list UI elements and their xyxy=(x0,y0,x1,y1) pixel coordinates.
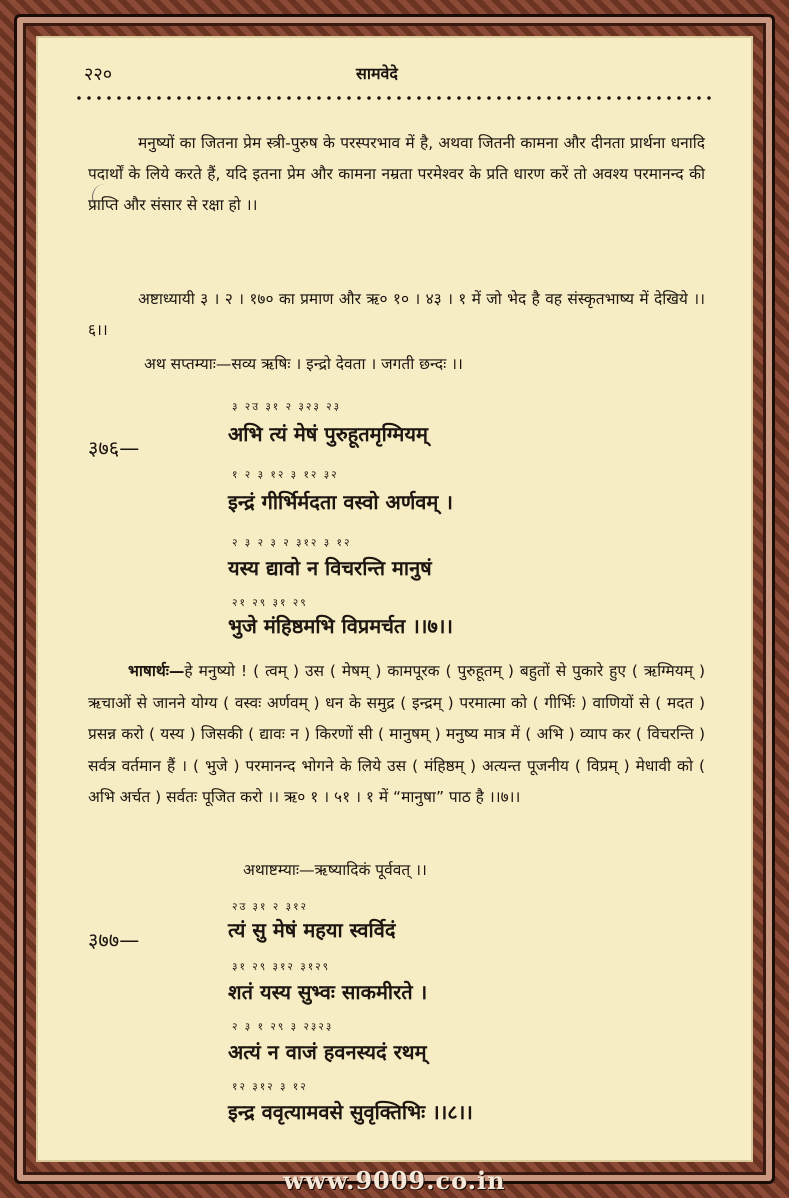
bhavartha-text: हे मनुष्यो ! ( त्वम् ) उस ( मेषम् ) कामपूरक ( पुरुहूतम् ) बहुतों से पुकारे हुए ( ऋग्मियम् ) ऋचाओं से जानने योग्य ( वस्वः अर्णवम् ) धन के समुद्र ( इन्द्रम् ) परमात्मा को ( गीर्भिः ) वाणियों से ( मदत ) प्रसन्न करो ( यस्य ) जिसकी ( द्यावः न ) किरणों सी ( मानुषम् ) मनुष्य मात्र में ( अभि ) व्याप कर ( विचरन्ति ) सर्वत्र वर्तमान हैं । ( भुजे ) परमानन्द भोगने के लिये उस ( मंहिष्ठम् ) अत्यन्त पूजनीय ( विप्रम् ) मेधावी को ( अभि अर्चत ) सर्वतः पूजित करो ।। ऋ० १ । ५१ । १ में “मानुषा” पाठ है ।।७।। xyxy=(88,662,705,806)
page-header xyxy=(36,62,753,86)
accent-marks: २१ २९ ३१ २९ xyxy=(232,597,308,609)
mantra-line: त्यं सु मेषं महया स्वर्विदं xyxy=(228,918,396,942)
mantra-line: भुजे मंहिष्ठमभि विप्रमर्चत ।।७।। xyxy=(228,614,453,638)
bhavartha-paragraph xyxy=(88,656,705,814)
book-page xyxy=(36,36,753,1162)
mantra-number: ३७७— xyxy=(88,928,140,952)
accent-marks: २ ३ २ ३ २ ३१२ ३ १२ xyxy=(232,537,352,549)
page-title: सामवेदे xyxy=(356,64,398,83)
accent-marks: २ ३ १ २९ ३ २३२३ xyxy=(232,1021,334,1033)
mantra-line: इन्द्रं गीर्भिर्मदता वस्वो अर्णवम् । xyxy=(228,490,453,514)
accent-marks: २उ ३१ २ ३१२ xyxy=(232,901,308,913)
mantra-line: इन्द्र ववृत्यामवसे सुवृक्तिभिः ।।८।। xyxy=(228,1100,473,1124)
mantra8-heading: अथाष्टम्याः—ऋष्यादिकं पूर्ववत् ।। xyxy=(243,861,427,879)
page-number: २२० xyxy=(84,64,113,85)
reference-paragraph: अष्टाध्यायी ३ । २ । १७० का प्रमाण और ऋ० १० । ४३ । १ में जो भेद है वह संस्कृतभाष्य में देखिये ।।६।। xyxy=(88,290,705,339)
mantra-line: अत्यं न वाजं हवनस्यदं रथम् xyxy=(228,1040,427,1064)
mantra-line: यस्य द्यावो न विचरन्ति मानुषं xyxy=(228,556,432,580)
mantra7-heading: अथ सप्तम्याः—सव्य ऋषिः । इन्द्रो देवता । जगती छन्दः ।। xyxy=(144,355,463,373)
mantra-line: शतं यस्य सुभ्वः साकमीरते । xyxy=(228,980,428,1004)
decorative-rule xyxy=(74,94,717,102)
accent-marks: १२ ३१२ ३ १२ xyxy=(232,1081,308,1093)
intro-paragraph: मनुष्यों का जितना प्रेम स्त्री-पुरुष के परस्परभाव में है, अथवा जितनी कामना और दीनता प्रार्थना धनादि पदार्थों के लिये करते हैं, यदि इतना प्रेम और कामना नम्रता परमेश्वर के प्रति धारण करें तो अवश्य परमानन्द की प्राप्ति और संसार से रक्षा हो ।। xyxy=(88,134,705,214)
mantra-number: ३७६— xyxy=(88,436,140,460)
mantra-line: अभि त्यं मेषं पुरुहूतमृग्मियम् xyxy=(228,422,428,446)
bhavartha-label: भाषार्थः— xyxy=(128,662,185,680)
accent-marks: १ २ ३ १२ ३ १२ ३२ xyxy=(232,469,339,481)
website-url: www.9009.co.in xyxy=(283,1166,506,1195)
accent-marks: ३ २उ ३१ २ ३२३ २३ xyxy=(232,401,342,413)
accent-marks: ३१ २९ ३१२ ३१२९ xyxy=(232,961,331,973)
